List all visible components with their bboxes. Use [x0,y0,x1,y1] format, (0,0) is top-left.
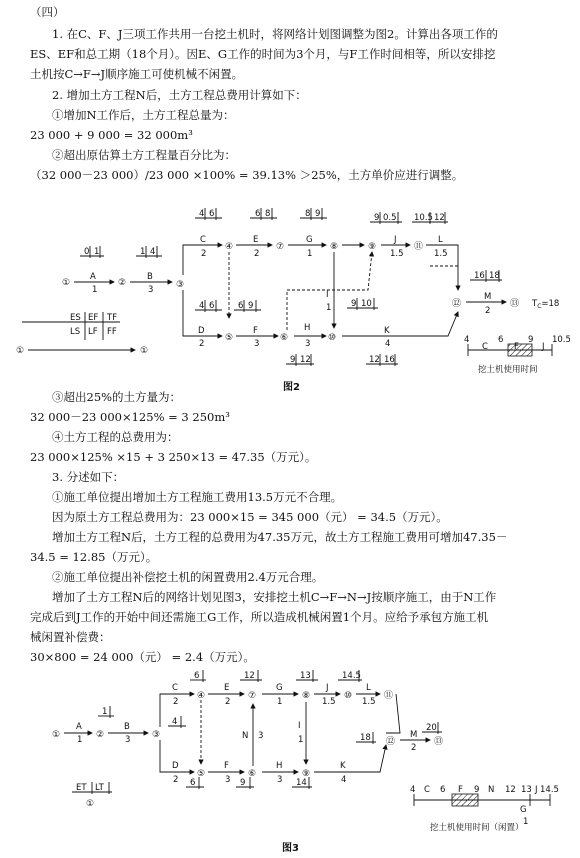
paragraph-line: 34.5 = 12.85（万元）。 [30,550,158,564]
svg-text:①: ① [140,346,149,356]
svg-text:12: 12 [369,355,380,365]
svg-text:H: H [304,323,311,333]
paragraph-line: 2. 增加土方工程N后，土方工程总费用计算如下： [52,88,307,102]
svg-text:F: F [224,761,229,771]
svg-text:K: K [384,326,390,336]
svg-text:I: I [298,721,301,731]
svg-text:B: B [147,272,153,282]
svg-text:G: G [276,683,283,693]
svg-text:1.5: 1.5 [322,697,336,707]
formula-line: 30×800 = 24 000（元） = 2.4（万元）。 [30,650,255,664]
paragraph-line: 完成后到J工作的开始中间还需施工G工作，所以造成机械闲置1个月。应给予承包方施工机 [30,610,489,624]
svg-text:12: 12 [244,671,255,681]
svg-text:9: 9 [528,335,534,345]
paragraph-line: 增加了土方工程N后的网络计划见图3，安排挖土机C→F→N→J按顺序施工，由于N工作 [52,590,497,604]
svg-text:2: 2 [225,697,231,707]
svg-text:⑩: ⑩ [344,691,353,701]
svg-text:14.5: 14.5 [342,671,361,681]
svg-text:20: 20 [426,723,437,733]
fig2-node-6: ⑥ [280,333,289,343]
legend-ff: FF [107,327,117,337]
svg-text:⑧: ⑧ [302,691,311,701]
svg-text:1: 1 [94,247,100,257]
svg-text:N: N [242,731,249,741]
fig2-node-9: ⑨ [368,242,377,252]
svg-text:J: J [535,785,538,795]
svg-text:6: 6 [209,301,215,311]
fig2-node-11: ⑪ [414,242,424,252]
fig2-node-10: ⑩ [328,333,337,343]
fig2-node-1: ① [62,278,71,288]
svg-text:14.5: 14.5 [540,785,559,795]
paragraph-line: ES、EF和总工期（18个月）。因E、G工作的时间为3个月，与F工作时间相等，所以安排挖 [30,47,496,61]
paragraph-line: ④土方工程的总费用为： [52,430,179,444]
svg-text:1: 1 [92,285,98,295]
svg-text:4: 4 [341,775,347,785]
svg-text:F: F [253,326,258,336]
svg-text:6: 6 [194,671,200,681]
paragraph-line: 因为原土方工程总费用为：23 000×15 = 345 000（元） = 34.5（万元）。 [52,510,448,524]
svg-text:0.5: 0.5 [383,213,397,223]
svg-text:⑬: ⑬ [434,737,444,747]
svg-text:9: 9 [474,785,480,795]
svg-text:6: 6 [255,209,261,219]
svg-text:9: 9 [374,213,380,223]
legend-tf: TF [107,313,118,323]
svg-text:①: ① [16,346,25,356]
svg-text:J: J [394,235,397,245]
svg-text:1: 1 [307,249,313,259]
svg-text:4: 4 [150,247,156,257]
svg-text:4: 4 [410,785,416,795]
svg-text:6: 6 [190,778,196,788]
svg-text:16: 16 [384,355,395,365]
svg-text:D: D [198,326,205,336]
svg-text:12: 12 [300,355,311,365]
svg-text:2: 2 [173,697,179,707]
svg-text:10.5: 10.5 [552,335,571,345]
svg-text:C: C [200,235,206,245]
paragraph-line: 增加土方工程N后，土方工程的总费用为47.35万元，故土方工程施工费用可增加47.35－ [52,530,508,544]
svg-text:N: N [488,785,495,795]
svg-text:10.5: 10.5 [414,213,433,223]
svg-text:16: 16 [474,271,485,281]
fig2-node-8: ⑧ [330,242,339,252]
svg-text:K: K [340,761,346,771]
svg-text:1: 1 [77,735,83,745]
svg-text:18: 18 [360,733,371,743]
svg-text:⑥: ⑥ [248,769,257,779]
svg-text:8: 8 [265,209,271,219]
fig2-node-12: ⑫ [452,299,462,309]
fig2-node-2: ② [118,278,127,288]
svg-text:3: 3 [254,339,260,349]
svg-text:2: 2 [199,339,205,349]
svg-text:J: J [542,342,545,352]
svg-text:14: 14 [296,778,307,788]
paragraph-line: 土机按C→F→J顺序施工可使机械不闲置。 [30,67,244,81]
svg-text:B: B [124,722,130,732]
svg-text:L: L [438,235,443,245]
svg-text:4: 4 [172,717,178,727]
svg-text:4: 4 [385,339,391,349]
svg-text:3: 3 [225,775,231,785]
svg-text:4: 4 [199,301,205,311]
paragraph-line: 1. 在C、F、J三项工作共用一台挖土机时，将网络计划图调整为图2。计算出各项工作的 [52,27,498,41]
svg-text:3: 3 [277,775,283,785]
svg-text:3: 3 [148,285,154,295]
svg-text:C: C [482,342,488,352]
legend-lf: LF [88,327,98,337]
svg-text:6: 6 [440,785,446,795]
svg-text:J: J [326,683,329,693]
svg-text:3: 3 [258,731,264,741]
svg-text:0: 0 [84,247,90,257]
svg-text:G: G [520,805,527,815]
legend-ls: LS [70,327,81,337]
formula-line: 23 000 + 9 000 = 32 000m³ [30,128,193,142]
formula-line: （32 000－23 000）/23 000 ×100% = 39.13% ＞25%，土方单价应进行调整。 [30,168,464,182]
fig2-node-3: ③ [176,280,185,290]
paragraph-line: ②施工单位提出补偿挖土机的闲置费用2.4万元合理。 [52,570,324,584]
svg-text:8: 8 [305,209,311,219]
svg-text:①: ① [52,730,61,740]
formula-line: 23 000×125% ×15 + 3 250×13 = 47.35（万元）。 [30,450,317,464]
svg-text:9: 9 [315,209,321,219]
svg-text:C: C [172,683,178,693]
svg-text:9: 9 [240,778,246,788]
svg-text:1: 1 [277,697,283,707]
svg-text:10: 10 [361,299,372,309]
svg-text:4: 4 [464,335,470,345]
svg-text:D: D [172,761,179,771]
svg-text:2: 2 [485,306,491,316]
fig3-legend-et: ET [76,783,87,793]
svg-text:③: ③ [152,730,161,740]
svg-text:④: ④ [197,691,206,701]
svg-text:9: 9 [248,301,254,311]
svg-text:I: I [326,290,329,300]
section-heading: （四） [30,5,65,19]
fig2-caption: 图2 [283,382,300,393]
svg-text:13: 13 [300,671,311,681]
fig3-machine-bar [410,785,559,833]
svg-text:1.5: 1.5 [390,249,404,259]
svg-text:6: 6 [209,209,215,219]
svg-text:A: A [76,722,82,732]
svg-text:F: F [458,785,463,795]
svg-text:A: A [90,272,96,282]
paragraph-line: ①增加N工作后，土方工程总量为： [52,108,235,122]
fig3-machine-use-label: 挖土机使用时间（闲置） [430,823,524,833]
svg-text:1.5: 1.5 [434,249,448,259]
svg-text:⑦: ⑦ [248,691,257,701]
svg-text:E: E [253,235,259,245]
fig2-node-4: ④ [225,242,234,252]
fig2-node-7: ⑦ [276,242,285,252]
svg-text:1: 1 [523,817,529,827]
svg-text:1: 1 [326,303,332,313]
svg-text:②: ② [96,730,105,740]
paragraph-line: 械闲置补偿费： [30,630,111,644]
svg-text:2: 2 [254,249,260,259]
svg-text:⑫: ⑫ [386,737,396,747]
svg-text:⑪: ⑪ [384,691,394,701]
svg-text:9: 9 [290,355,296,365]
legend-ef: EF [88,313,99,323]
svg-text:G: G [306,235,313,245]
fig3-caption: 图3 [282,843,299,854]
svg-text:1.5: 1.5 [362,697,376,707]
svg-text:4: 4 [199,209,205,219]
svg-text:2: 2 [173,775,179,785]
paragraph-line: ③超出25%的土方量为： [52,390,182,404]
svg-text:C: C [424,785,430,795]
paragraph-line: 3. 分述如下： [52,470,125,484]
formula-line: 32 000－23 000×125% = 3 250m³ [30,410,230,424]
svg-text:1: 1 [102,707,108,717]
svg-text:L: L [366,683,371,693]
svg-text:6: 6 [238,301,244,311]
svg-text:13: 13 [521,785,532,795]
svg-text:①: ① [86,799,95,809]
svg-text:1: 1 [140,247,146,257]
machine-use-label: 挖土机使用时间 [478,365,538,375]
svg-text:9: 9 [351,299,357,309]
paragraph-line: ②超出原估算土方工程量百分比为： [52,148,236,162]
svg-text:M: M [484,292,492,302]
svg-text:6: 6 [498,335,504,345]
svg-text:12: 12 [434,213,445,223]
paragraph-line: ①施工单位提出增加土方工程施工费用13.5万元不合理。 [52,490,343,504]
svg-text:F: F [514,342,519,352]
total-duration: $T_C=18$ [532,299,560,310]
svg-text:2: 2 [201,249,207,259]
fig2-node-5: ⑤ [225,333,234,343]
svg-text:18: 18 [489,271,500,281]
svg-text:H: H [276,761,283,771]
svg-text:M: M [410,730,418,740]
svg-text:3: 3 [305,339,311,349]
svg-text:3: 3 [125,735,131,745]
fig3-legend-lt: LT [95,783,104,793]
svg-text:⑤: ⑤ [197,769,206,779]
svg-text:12: 12 [505,785,516,795]
legend-es: ES [70,313,81,323]
svg-text:⑨: ⑨ [302,769,311,779]
svg-text:E: E [224,683,230,693]
svg-text:1: 1 [298,735,304,745]
svg-text:2: 2 [411,743,417,753]
fig2-node-13: ⑬ [510,299,520,309]
